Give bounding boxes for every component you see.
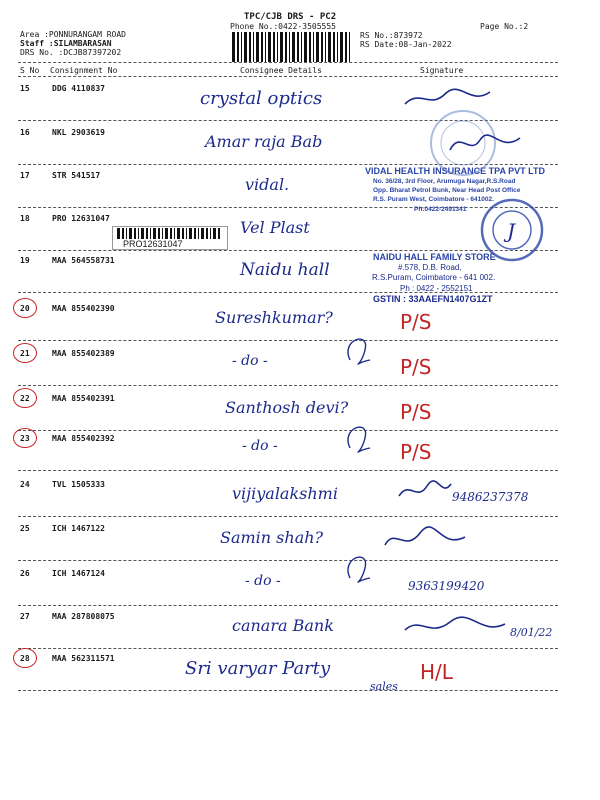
naidu-stamp-line1: NAIDU HALL FAMILY STORE xyxy=(373,252,496,262)
naidu-stamp-line3: R.S.Puram, Coimbatore - 641 002. xyxy=(372,273,496,282)
row-sno: 17 xyxy=(20,171,30,180)
row-consignee-handwritten: - do - xyxy=(245,573,281,589)
row-circle-mark xyxy=(13,298,37,318)
row-extra-note: P/S xyxy=(400,310,432,334)
vidal-stamp-line3: Opp. Bharat Petrol Bunk, Near Head Post Office xyxy=(373,187,521,194)
staff-label: Staff :SILAMBARASAN xyxy=(20,39,112,48)
row-consignee-handwritten: Vel Plast xyxy=(240,218,310,237)
row-extra-note: P/S xyxy=(400,400,432,424)
row-consignment: DDG 4110837 xyxy=(52,84,105,93)
row-consignment: ICH 1467122 xyxy=(52,524,105,533)
vidal-stamp-line2: No. 36/28, 3rd Floor, Arumuga Nagar,R.S.Road xyxy=(373,178,516,185)
row-divider xyxy=(18,560,558,561)
row-consignee-handwritten: Samin shah? xyxy=(220,528,324,547)
row-sno: 23 xyxy=(20,434,30,443)
row-consignee-handwritten: Sureshkumar? xyxy=(215,308,333,327)
vidal-stamp-line1: VIDAL HEALTH INSURANCE TPA PVT LTD xyxy=(365,166,545,176)
row-consignment: PRO 12631047 xyxy=(52,214,110,223)
row-consignee-handwritten: crystal optics xyxy=(200,88,323,109)
row-sno: 28 xyxy=(20,654,30,663)
row-circle-mark xyxy=(13,343,37,363)
naidu-stamp-line5: GSTIN : 33AAEFN1407G1ZT xyxy=(373,294,493,304)
phone-number: Phone No.:0422-3505555 xyxy=(230,22,336,31)
row-divider xyxy=(18,516,558,517)
vidal-stamp-line5: Ph:0422-2491341 xyxy=(414,206,467,213)
row-sno: 27 xyxy=(20,612,30,621)
signature-row15 xyxy=(400,84,500,112)
row-consignment: MAA 855402390 xyxy=(52,304,115,313)
row-consignment: MAA 855402392 xyxy=(52,434,115,443)
header-divider-bottom xyxy=(18,76,558,77)
svg-text:J: J xyxy=(507,219,516,243)
row-consignment: MAA 287808075 xyxy=(52,612,115,621)
row-sno: 26 xyxy=(20,569,30,578)
rs-number: RS No.:873972 xyxy=(360,31,423,40)
row-sno: 15 xyxy=(20,84,30,93)
consignment-barcode-sticker xyxy=(112,226,228,250)
row-consignee-handwritten: canara Bank xyxy=(232,616,334,635)
row-consignment: ICH 1467124 xyxy=(52,569,105,578)
row-circle-mark xyxy=(13,388,37,408)
row-sno: 22 xyxy=(20,394,30,403)
row-divider xyxy=(18,292,558,293)
row-consignment: MAA 564558731 xyxy=(52,256,115,265)
vidal-stamp-line4: R.S. Puram West, Coimbatore - 641002. xyxy=(373,196,494,203)
row-consignee-handwritten: vijiyalakshmi xyxy=(232,484,338,503)
signature-row25 xyxy=(380,525,470,555)
initial-mark-25 xyxy=(340,548,380,584)
col-signature: Signature xyxy=(420,66,464,75)
row-divider xyxy=(18,385,558,386)
row-consignee-handwritten: Santhosh devi? xyxy=(225,398,349,417)
header-divider-top xyxy=(18,62,558,63)
sales-note: sales xyxy=(370,680,398,693)
row-circle-mark xyxy=(13,648,37,668)
row-divider xyxy=(18,690,558,691)
row-sno: 19 xyxy=(20,256,30,265)
drs-number: DRS No. :DCJB87397202 xyxy=(20,48,122,57)
row-extra-note: 9363199420 xyxy=(408,579,485,593)
col-consignee: Consignee Details xyxy=(240,66,322,75)
col-consignment: Consignment No xyxy=(50,66,118,75)
row-consignee-handwritten: - do - xyxy=(242,438,278,454)
row-consignee-handwritten: Sri varyar Party xyxy=(185,658,331,679)
barcode-text: PRO12631047 xyxy=(123,239,183,249)
row-divider xyxy=(18,605,558,606)
row-extra-note: 8/01/22 xyxy=(510,626,553,639)
area-label: Area :PONNURANGAM ROAD xyxy=(20,30,126,39)
row-divider xyxy=(18,250,558,251)
row-consignment: STR 541517 xyxy=(52,171,101,180)
row-extra-note: H/L xyxy=(420,660,453,684)
row-sno: 25 xyxy=(20,524,30,533)
row-sno: 20 xyxy=(20,304,30,313)
row-consignment: MAA 562311571 xyxy=(52,654,115,663)
row-consignee-handwritten: Naidu hall xyxy=(240,260,330,280)
row-divider xyxy=(18,470,558,471)
row-extra-note: P/S xyxy=(400,440,432,464)
row-divider xyxy=(18,430,558,431)
row-divider xyxy=(18,207,558,208)
col-sno: S No xyxy=(20,66,40,75)
signature-row16 xyxy=(445,128,525,158)
row-consignment: TVL 1505333 xyxy=(52,480,105,489)
initial-mark-20 xyxy=(340,330,380,366)
row-sno: 21 xyxy=(20,349,30,358)
header-barcode xyxy=(230,32,355,62)
naidu-stamp-line4: Ph : 0422 - 2552151 xyxy=(400,284,473,293)
row-consignee-handwritten: Amar raja Bab xyxy=(205,132,323,151)
row-circle-mark xyxy=(13,428,37,448)
rs-date: RS Date:08-Jan-2022 xyxy=(360,40,452,49)
signature-row27 xyxy=(400,612,510,642)
row-consignment: MAA 855402391 xyxy=(52,394,115,403)
row-divider xyxy=(18,340,558,341)
row-consignee-handwritten: vidal. xyxy=(245,175,290,194)
row-extra-note: P/S xyxy=(400,355,432,379)
row-sno: 18 xyxy=(20,214,30,223)
signature-row24 xyxy=(395,476,455,506)
row-extra-note: 9486237378 xyxy=(452,490,529,504)
naidu-stamp-line2: #.578, D.B. Road, xyxy=(398,263,462,272)
row-sno: 24 xyxy=(20,480,30,489)
document-title: TPC/CJB DRS - PC2 xyxy=(244,12,337,22)
row-divider xyxy=(18,648,558,649)
row-consignment: NKL 2903619 xyxy=(52,128,105,137)
row-consignment: MAA 855402389 xyxy=(52,349,115,358)
row-sno: 16 xyxy=(20,128,30,137)
row-consignee-handwritten: - do - xyxy=(232,353,268,369)
page-number: Page No.:2 xyxy=(480,22,529,31)
initial-mark-22 xyxy=(340,418,380,454)
